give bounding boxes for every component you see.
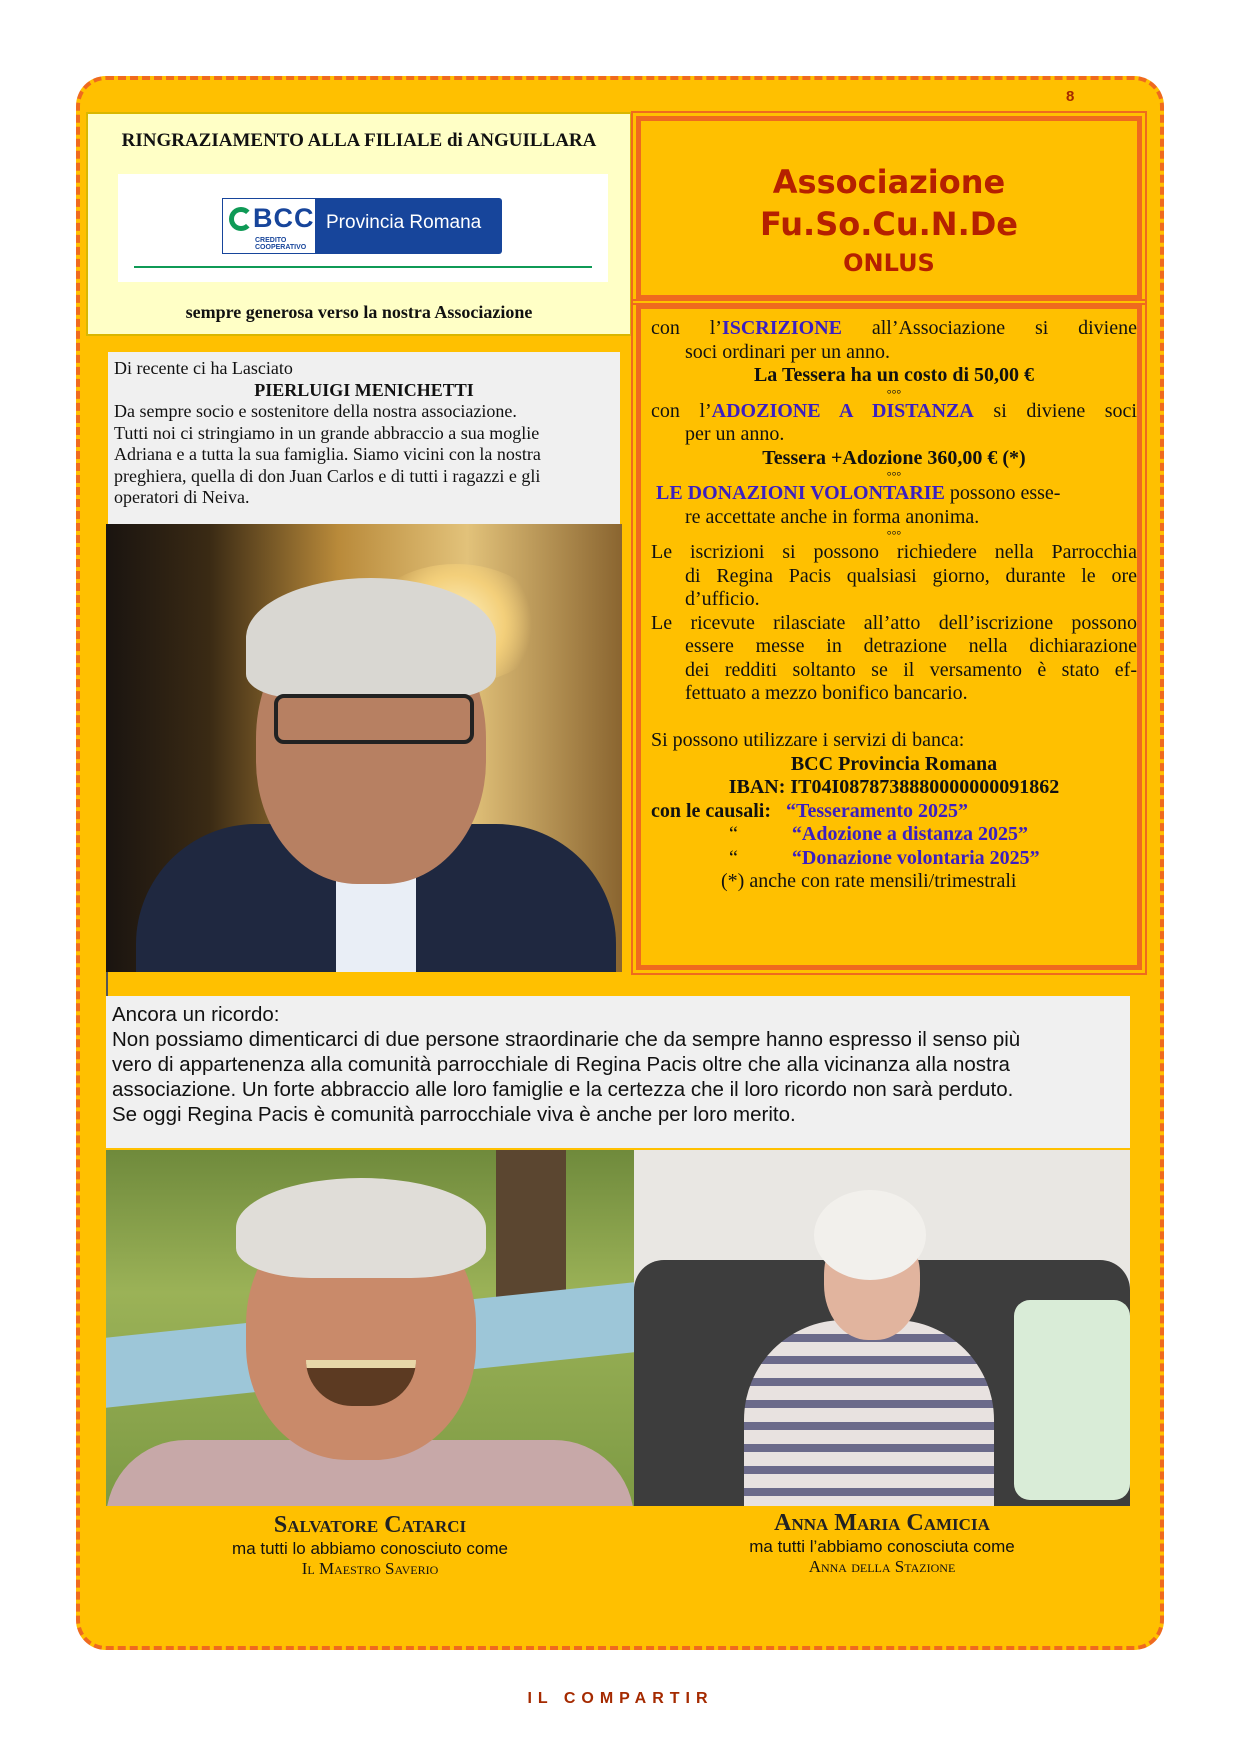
causali-line: con le causali: “Tesseramento 2025” <box>651 799 969 822</box>
bcc-logo-text: BCC <box>253 203 315 233</box>
memo-name: PIERLUIGI MENICHETTI <box>254 379 474 400</box>
info-line: Le iscrizioni si possono richiedere nella Parrocchia <box>651 541 1137 563</box>
memorial-text <box>114 358 614 509</box>
info-line: soci ordinari per un anno. <box>685 340 890 363</box>
memo-line: operatori di Neiva. <box>114 487 250 507</box>
memo2-line: Non possiamo dimenticarci di due persone straordinarie che da sempre hanno espresso il senso più <box>112 1028 1021 1051</box>
caption-line: ma tutti l’abbiamo conosciuta come <box>749 1537 1015 1556</box>
causali-line: “ “Adozione a distanza 2025” <box>729 823 1029 845</box>
bank-thanks-box <box>86 112 632 336</box>
association-box <box>636 116 1142 300</box>
remembrance-text <box>112 1002 1122 1127</box>
info-line: re accettate anche in forma anonima. <box>685 505 980 528</box>
info-line: d’ufficio. <box>685 588 760 610</box>
info-line: Le ricevute rilasciate all’atto dell’iscrizione possono <box>651 611 1137 634</box>
divider <box>106 972 108 996</box>
memo2-line: associazione. Un forte abbraccio alle loro famiglie e la certezza che il loro ricordo non sarà perduto. <box>112 1078 1014 1101</box>
footer-title: IL COMPARTIR <box>527 1690 714 1707</box>
bank-thanks-footer: sempre generosa verso la nostra Associazione <box>185 302 533 322</box>
memo-line: Tutti noi ci stringiamo in un grande abbraccio a sua moglie <box>114 422 540 443</box>
info-line: essere messe in detrazione nella dichiarazione <box>685 635 1137 657</box>
memo-line: Da sempre socio e sostenitore della nostra associazione. <box>114 401 517 421</box>
photo-detail <box>1014 1300 1130 1500</box>
bank-name: BCC Provincia Romana <box>790 752 998 775</box>
caption-anna-maria <box>634 1510 1130 1577</box>
portrait-photo-anna-maria <box>634 1150 1130 1506</box>
spacer <box>651 706 1137 730</box>
info-line: con l’ISCRIZIONE all’Associazione si diviene <box>651 317 1137 339</box>
logo-underline <box>134 266 592 268</box>
caption-line: ma tutti lo abbiamo conosciuto come <box>232 1539 508 1558</box>
memo2-line: Ancora un ricordo: <box>112 1003 280 1026</box>
info-line: LE DONAZIONI VOLONTARIE possono esse- <box>656 482 1061 504</box>
adoption-cost: Tessera +Adozione 360,00 € (*) <box>762 446 1026 469</box>
bcc-logo-name: Provincia Romana <box>326 212 482 233</box>
separator: °°° <box>886 469 902 483</box>
info-line: di Regina Pacis qualsiasi giorno, durante le ore <box>685 564 1137 587</box>
association-name: Associazione <box>772 163 1006 201</box>
memo2-line: vero di appartenenza alla comunità parrocchiale di Regina Pacis oltre che alla vicinanza alla nostra <box>112 1053 1010 1076</box>
page-number: 8 <box>1066 88 1075 105</box>
photo-detail <box>246 578 496 698</box>
installments-note: (*) anche con rate mensili/trimestrali <box>721 870 1017 892</box>
photo-detail <box>236 1178 486 1278</box>
caption-salvatore <box>106 1512 634 1579</box>
causali-line: “ “Donazione volontaria 2025” <box>729 846 1040 869</box>
memorial-box <box>108 352 620 524</box>
separator: °°° <box>886 528 902 542</box>
separator: °°° <box>886 386 902 401</box>
photo-detail <box>744 1320 994 1506</box>
memo2-line: Se oggi Regina Pacis è comunità parrocchiale viva è anche per loro merito. <box>112 1103 796 1126</box>
info-line: dei redditi soltanto se il versamento è stato ef- <box>685 658 1137 681</box>
membership-cost: La Tessera ha un costo di 50,00 € <box>753 364 1035 386</box>
photo-detail <box>814 1190 926 1280</box>
portrait-photo-pierluigi <box>106 524 622 972</box>
bcc-badge <box>222 198 502 254</box>
iban: IBAN: IT04I0878738880000000091862 <box>728 776 1060 798</box>
membership-info-text <box>651 317 1137 894</box>
caption-name: Anna Maria Camicia <box>774 1510 990 1536</box>
caption-nickname: Anna della Stazione <box>808 1557 956 1576</box>
info-line: per un anno. <box>685 423 785 445</box>
membership-info-box <box>636 304 1142 970</box>
info-line: Si possono utilizzare i servizi di banca: <box>651 729 965 751</box>
bank-thanks-title: RINGRAZIAMENTO ALLA FILIALE di ANGUILLARA <box>121 130 597 151</box>
info-line: fettuato a mezzo bonifico bancario. <box>685 682 968 704</box>
info-line: con l’ADOZIONE A DISTANZA si diviene soci <box>651 399 1137 422</box>
memo-line: Adriana e a tutta la sua famiglia. Siamo vicini con la nostra <box>114 444 541 464</box>
association-acronym: Fu.So.Cu.N.De <box>759 205 1018 243</box>
bcc-logo <box>118 174 608 282</box>
photo-detail <box>274 694 474 744</box>
memo-line: Di recente ci ha Lasciato <box>114 358 293 378</box>
bcc-logo-mark <box>222 198 316 254</box>
association-onlus: ONLUS <box>843 249 935 277</box>
caption-nickname: Il Maestro Saverio <box>301 1559 439 1578</box>
memo-line: preghiera, quella di don Juan Carlos e di tutti i ragazzi e gli <box>114 465 541 486</box>
bcc-logo-sub: CREDITO COOPERATIVO <box>255 237 307 251</box>
portrait-photo-salvatore <box>106 1150 634 1506</box>
remembrance-box <box>106 996 1130 1148</box>
caption-name: Salvatore Catarci <box>273 1512 467 1538</box>
bcc-ring-icon <box>229 207 253 231</box>
